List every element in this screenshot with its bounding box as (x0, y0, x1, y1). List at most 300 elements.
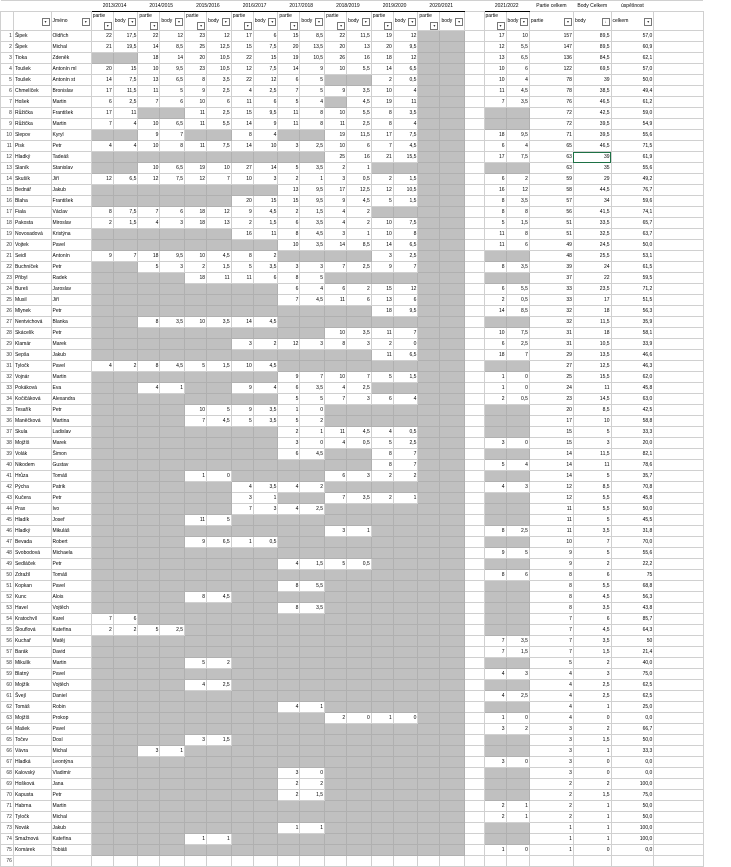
body-celkem-cell[interactable]: 11,5 (573, 317, 611, 328)
body-cell[interactable] (440, 185, 465, 196)
body-celkem-cell[interactable]: 41,5 (573, 207, 611, 218)
partie-cell[interactable] (278, 306, 300, 317)
body-cell[interactable] (440, 449, 465, 460)
surname-cell[interactable]: Přibyl (13, 273, 51, 284)
partie-cell[interactable] (138, 471, 160, 482)
body-cell[interactable]: 3 (253, 504, 278, 515)
partie-celkem-cell[interactable]: 4 (529, 669, 573, 680)
filter-dropdown-icon[interactable]: ▾ (362, 18, 370, 26)
body-cell[interactable]: 1,5 (113, 218, 138, 229)
partie-cell[interactable] (231, 592, 253, 603)
body-cell[interactable]: 0 (506, 757, 529, 768)
body-cell[interactable] (253, 779, 278, 790)
partie-celkem-cell[interactable]: 48 (529, 251, 573, 262)
partie-cell[interactable] (91, 592, 113, 603)
body-cell[interactable] (440, 614, 465, 625)
body-cell[interactable]: 1 (207, 834, 232, 845)
body-cell[interactable] (253, 592, 278, 603)
partie-cell[interactable] (278, 152, 300, 163)
empty-cell[interactable] (654, 163, 703, 174)
uspesnost-cell[interactable]: 60,9 (611, 42, 654, 53)
body-cell[interactable] (393, 856, 418, 867)
partie-cell[interactable]: 11 (371, 350, 393, 361)
body-cell[interactable]: 13 (347, 42, 372, 53)
partie-celkem-cell[interactable]: 72 (529, 119, 573, 130)
partie-cell[interactable] (278, 515, 300, 526)
partie-cell[interactable]: 14 (325, 240, 347, 251)
partie-celkem-cell[interactable]: 63 (529, 163, 573, 174)
body-cell[interactable] (300, 317, 325, 328)
empty-cell[interactable] (654, 625, 703, 636)
partie-cell[interactable] (278, 812, 300, 823)
partie-cell[interactable]: 2 (185, 262, 207, 273)
body-cell[interactable] (207, 724, 232, 735)
body-cell[interactable] (506, 603, 529, 614)
empty-cell[interactable] (654, 383, 703, 394)
body-cell[interactable] (347, 702, 372, 713)
body-cell[interactable]: 3 (347, 471, 372, 482)
body-cell[interactable] (113, 801, 138, 812)
name-cell[interactable]: Michal (51, 42, 91, 53)
surname-cell[interactable]: Slepov (13, 130, 51, 141)
body-cell[interactable]: 3 (300, 339, 325, 350)
partie-cell[interactable] (418, 119, 440, 130)
sort-filter-icon[interactable]: ↓ (602, 18, 610, 26)
body-celkem-cell[interactable]: 2 (573, 779, 611, 790)
body-cell[interactable] (440, 801, 465, 812)
surname-cell[interactable]: Bevada (13, 537, 51, 548)
name-cell[interactable]: Alexandra (51, 394, 91, 405)
row-number[interactable]: 71 (1, 801, 14, 812)
body-cell[interactable] (253, 614, 278, 625)
empty-cell[interactable] (654, 801, 703, 812)
body-cell[interactable]: 10,5 (300, 53, 325, 64)
partie-cell[interactable]: 11 (325, 119, 347, 130)
body-cell[interactable]: 4 (393, 86, 418, 97)
empty-cell[interactable] (654, 515, 703, 526)
partie-cell[interactable] (91, 559, 113, 570)
partie-cell[interactable] (278, 691, 300, 702)
body-celkem-cell[interactable]: 4,5 (573, 592, 611, 603)
partie-cell[interactable] (484, 108, 506, 119)
body-cell[interactable]: 3,5 (347, 493, 372, 504)
partie-cell[interactable] (278, 614, 300, 625)
surname-cell[interactable]: Havel (13, 603, 51, 614)
body-cell[interactable]: 4,5 (207, 251, 232, 262)
partie-cell[interactable] (418, 603, 440, 614)
body-cell[interactable] (300, 724, 325, 735)
selected-cell[interactable]: 39 (573, 152, 611, 163)
surname-cell[interactable]: Maněčková (13, 416, 51, 427)
partie-cell[interactable]: 4 (91, 361, 113, 372)
body-cell[interactable]: 9,5 (506, 130, 529, 141)
body-cell[interactable] (300, 460, 325, 471)
body-cell[interactable] (160, 372, 185, 383)
name-cell[interactable]: Mikuláš (51, 526, 91, 537)
partie-celkem-cell[interactable]: 57 (529, 196, 573, 207)
partie-cell[interactable] (231, 185, 253, 196)
body-cell[interactable]: 0 (506, 438, 529, 449)
surname-cell[interactable]: Nikodem (13, 460, 51, 471)
body-cell[interactable]: 7,5 (506, 152, 529, 163)
body-cell[interactable] (113, 262, 138, 273)
partie-cell[interactable] (418, 680, 440, 691)
partie-cell[interactable]: 10 (231, 361, 253, 372)
body-cell[interactable] (160, 856, 185, 867)
empty-cell[interactable] (654, 471, 703, 482)
body-cell[interactable]: 8,5 (347, 240, 372, 251)
body-cell[interactable] (113, 416, 138, 427)
body-cell[interactable] (253, 702, 278, 713)
partie-cell[interactable]: 19 (371, 31, 393, 42)
body-cell[interactable] (253, 768, 278, 779)
partie-cell[interactable]: 4 (278, 504, 300, 515)
body-cell[interactable] (113, 240, 138, 251)
uspesnost-cell[interactable]: 50,0 (611, 240, 654, 251)
partie-cell[interactable]: 2 (231, 218, 253, 229)
body-cell[interactable]: 8 (393, 229, 418, 240)
body-cell[interactable] (440, 702, 465, 713)
partie-cell[interactable] (325, 834, 347, 845)
body-cell[interactable] (440, 592, 465, 603)
body-cell[interactable] (113, 746, 138, 757)
partie-cell[interactable] (231, 779, 253, 790)
body-cell[interactable]: 0 (300, 405, 325, 416)
body-cell[interactable] (253, 372, 278, 383)
partie-header[interactable] (138, 12, 160, 31)
body-celkem-cell[interactable]: 24 (573, 262, 611, 273)
partie-cell[interactable]: 10 (325, 108, 347, 119)
body-cell[interactable] (300, 647, 325, 658)
empty-cell[interactable] (654, 570, 703, 581)
body-cell[interactable] (440, 130, 465, 141)
body-cell[interactable]: 1 (347, 163, 372, 174)
empty-cell[interactable] (654, 350, 703, 361)
body-cell[interactable]: 6 (113, 614, 138, 625)
body-cell[interactable] (440, 735, 465, 746)
partie-cell[interactable] (91, 702, 113, 713)
uspesnost-cell[interactable]: 55,6 (611, 130, 654, 141)
body-cell[interactable] (207, 383, 232, 394)
body-header[interactable] (207, 12, 232, 31)
name-cell[interactable]: Tadeáš (51, 152, 91, 163)
partie-cell[interactable] (371, 273, 393, 284)
partie-cell[interactable] (231, 515, 253, 526)
uspesnost-cell[interactable]: 45,8 (611, 493, 654, 504)
body-cell[interactable]: 11,5 (113, 86, 138, 97)
partie-cell[interactable]: 8 (371, 108, 393, 119)
partie-cell[interactable]: 11 (325, 427, 347, 438)
body-cell[interactable]: 3,5 (393, 108, 418, 119)
partie-cell[interactable]: 18 (484, 350, 506, 361)
body-cell[interactable] (160, 284, 185, 295)
filter-dropdown-icon[interactable]: ▾ (408, 18, 416, 26)
partie-cell[interactable] (484, 405, 506, 416)
empty-cell[interactable] (654, 790, 703, 801)
partie-cell[interactable] (418, 295, 440, 306)
empty-cell[interactable] (654, 493, 703, 504)
surname-cell[interactable]: Komárek (13, 845, 51, 856)
body-cell[interactable] (207, 548, 232, 559)
partie-cell[interactable] (418, 548, 440, 559)
partie-cell[interactable] (418, 427, 440, 438)
body-celkem-cell[interactable]: 1 (573, 834, 611, 845)
partie-cell[interactable]: 10 (325, 141, 347, 152)
partie-cell[interactable] (418, 174, 440, 185)
partie-celkem-cell[interactable]: 4 (529, 680, 573, 691)
partie-cell[interactable]: 18 (484, 130, 506, 141)
body-cell[interactable]: 15 (253, 196, 278, 207)
body-cell[interactable]: 12 (506, 185, 529, 196)
partie-cell[interactable] (278, 251, 300, 262)
body-cell[interactable]: 10 (506, 31, 529, 42)
partie-cell[interactable]: 10 (371, 86, 393, 97)
body-cell[interactable] (113, 515, 138, 526)
empty-cell[interactable] (654, 713, 703, 724)
partie-cell[interactable] (484, 515, 506, 526)
partie-cell[interactable] (325, 636, 347, 647)
body-cell[interactable]: 9,5 (300, 196, 325, 207)
body-cell[interactable] (113, 460, 138, 471)
empty-cell[interactable] (654, 647, 703, 658)
body-cell[interactable]: 3,5 (207, 75, 232, 86)
row-number[interactable]: 74 (1, 834, 14, 845)
partie-cell[interactable]: 4 (325, 218, 347, 229)
body-cell[interactable] (393, 746, 418, 757)
empty-cell[interactable] (654, 405, 703, 416)
body-cell[interactable]: 3,5 (300, 218, 325, 229)
body-cell[interactable]: 9,5 (393, 306, 418, 317)
uspesnost-cell[interactable]: 56,3 (611, 306, 654, 317)
partie-cell[interactable] (418, 64, 440, 75)
surname-cell[interactable]: Hošková (13, 779, 51, 790)
row-number[interactable]: 16 (1, 196, 14, 207)
partie-celkem-cell[interactable]: 39 (529, 262, 573, 273)
body-cell[interactable]: 4 (393, 394, 418, 405)
body-cell[interactable]: 3 (253, 174, 278, 185)
body-cell[interactable]: 1 (300, 823, 325, 834)
name-cell[interactable]: Michal (51, 746, 91, 757)
body-cell[interactable] (113, 482, 138, 493)
partie-cell[interactable] (371, 779, 393, 790)
row-number[interactable]: 61 (1, 691, 14, 702)
body-cell[interactable] (207, 669, 232, 680)
body-cell[interactable] (160, 493, 185, 504)
body-cell[interactable] (506, 163, 529, 174)
surname-cell[interactable]: Růžička (13, 119, 51, 130)
row-number[interactable]: 32 (1, 372, 14, 383)
empty-cell[interactable] (654, 229, 703, 240)
surname-cell[interactable]: Novosadová (13, 229, 51, 240)
partie-cell[interactable] (138, 614, 160, 625)
surname-cell[interactable]: Blaha (13, 196, 51, 207)
partie-celkem-cell[interactable]: 63 (529, 152, 573, 163)
body-cell[interactable] (393, 482, 418, 493)
body-cell[interactable] (300, 130, 325, 141)
uspesnost-cell[interactable]: 75,0 (611, 790, 654, 801)
surname-cell[interactable]: Toušek (13, 75, 51, 86)
partie-celkem-cell[interactable]: 8 (529, 570, 573, 581)
row-number[interactable]: 65 (1, 735, 14, 746)
name-cell[interactable]: Pavel (51, 724, 91, 735)
partie-cell[interactable]: 19 (278, 53, 300, 64)
body-cell[interactable]: 6 (347, 295, 372, 306)
body-cell[interactable] (300, 757, 325, 768)
partie-cell[interactable] (418, 218, 440, 229)
partie-cell[interactable]: 15 (371, 284, 393, 295)
partie-cell[interactable]: 1 (185, 471, 207, 482)
partie-cell[interactable] (278, 746, 300, 757)
body-cell[interactable]: 11 (113, 108, 138, 119)
body-cell[interactable] (207, 526, 232, 537)
partie-cell[interactable] (484, 163, 506, 174)
body-cell[interactable] (440, 460, 465, 471)
body-cell[interactable]: 7,5 (253, 64, 278, 75)
partie-cell[interactable]: 10 (138, 141, 160, 152)
body-cell[interactable] (253, 427, 278, 438)
partie-cell[interactable] (138, 702, 160, 713)
body-cell[interactable] (207, 372, 232, 383)
partie-cell[interactable] (418, 614, 440, 625)
surname-cell[interactable]: Švejl (13, 691, 51, 702)
body-cell[interactable] (160, 306, 185, 317)
body-cell[interactable] (440, 273, 465, 284)
body-cell[interactable] (347, 460, 372, 471)
partie-cell[interactable]: 2 (278, 427, 300, 438)
partie-cell[interactable] (138, 636, 160, 647)
partie-cell[interactable] (91, 438, 113, 449)
partie-cell[interactable]: 1 (278, 823, 300, 834)
row-number[interactable]: 75 (1, 845, 14, 856)
row-number[interactable]: 26 (1, 306, 14, 317)
uspesnost-cell[interactable]: 71,2 (611, 284, 654, 295)
body-cell[interactable] (393, 680, 418, 691)
body-cell[interactable] (113, 438, 138, 449)
body-cell[interactable]: 2 (506, 174, 529, 185)
partie-cell[interactable] (325, 405, 347, 416)
empty-cell[interactable] (654, 372, 703, 383)
body-cell[interactable] (300, 735, 325, 746)
uspesnost-cell[interactable]: 49,2 (611, 174, 654, 185)
body-cell[interactable] (347, 746, 372, 757)
empty-cell[interactable] (654, 845, 703, 856)
partie-cell[interactable]: 14 (278, 64, 300, 75)
body-cell[interactable]: 2,5 (207, 86, 232, 97)
row-number[interactable]: 52 (1, 592, 14, 603)
body-cell[interactable] (440, 647, 465, 658)
empty-cell[interactable] (654, 174, 703, 185)
empty-cell[interactable] (654, 603, 703, 614)
partie-cell[interactable]: 7 (484, 647, 506, 658)
partie-cell[interactable] (325, 97, 347, 108)
body-celkem-cell[interactable]: 1 (573, 812, 611, 823)
empty-cell[interactable] (654, 97, 703, 108)
partie-cell[interactable] (138, 603, 160, 614)
filter-dropdown-icon[interactable]: ▾ (564, 18, 572, 26)
name-cell[interactable]: Prokop (51, 713, 91, 724)
body-cell[interactable]: 10,5 (207, 53, 232, 64)
partie-cell[interactable]: 14 (371, 64, 393, 75)
name-cell[interactable]: Tomáš (51, 471, 91, 482)
partie-cell[interactable]: 2 (91, 625, 113, 636)
body-cell[interactable] (347, 691, 372, 702)
partie-cell[interactable]: 8 (484, 207, 506, 218)
partie-cell[interactable] (484, 251, 506, 262)
partie-cell[interactable]: 23 (185, 31, 207, 42)
partie-cell[interactable] (418, 196, 440, 207)
row-number[interactable]: 19 (1, 229, 14, 240)
surname-cell[interactable]: Blatný (13, 669, 51, 680)
partie-cell[interactable]: 7 (325, 493, 347, 504)
partie-cell[interactable]: 10 (325, 64, 347, 75)
partie-cell[interactable] (138, 559, 160, 570)
partie-cell[interactable] (484, 537, 506, 548)
partie-cell[interactable]: 9 (278, 372, 300, 383)
body-celkem-cell[interactable]: 18 (573, 306, 611, 317)
body-cell[interactable] (347, 823, 372, 834)
body-cell[interactable] (506, 559, 529, 570)
partie-cell[interactable]: 7 (278, 295, 300, 306)
uspesnost-cell[interactable]: 58,1 (611, 328, 654, 339)
partie-cell[interactable] (231, 834, 253, 845)
body-cell[interactable] (300, 801, 325, 812)
empty-cell[interactable] (654, 75, 703, 86)
row-number[interactable]: 42 (1, 482, 14, 493)
partie-cell[interactable] (138, 790, 160, 801)
partie-cell[interactable]: 14 (91, 75, 113, 86)
uspesnost-cell[interactable]: 49,4 (611, 86, 654, 97)
empty-cell[interactable] (654, 658, 703, 669)
body-cell[interactable]: 0 (393, 713, 418, 724)
body-celkem-cell[interactable]: 3 (573, 438, 611, 449)
partie-cell[interactable] (418, 735, 440, 746)
empty-cell[interactable] (654, 185, 703, 196)
partie-cell[interactable] (185, 625, 207, 636)
body-cell[interactable]: 7,5 (113, 207, 138, 218)
partie-cell[interactable] (371, 746, 393, 757)
partie-cell[interactable] (371, 812, 393, 823)
body-cell[interactable] (160, 185, 185, 196)
partie-cell[interactable]: 8 (371, 119, 393, 130)
body-cell[interactable] (440, 515, 465, 526)
partie-celkem-cell[interactable]: 49 (529, 240, 573, 251)
row-number[interactable]: 2 (1, 42, 14, 53)
body-cell[interactable] (300, 856, 325, 867)
body-cell[interactable]: 3,5 (506, 97, 529, 108)
partie-cell[interactable] (91, 647, 113, 658)
row-number[interactable]: 44 (1, 504, 14, 515)
body-cell[interactable]: 1 (253, 493, 278, 504)
body-cell[interactable] (347, 614, 372, 625)
body-cell[interactable]: 15 (253, 53, 278, 64)
partie-cell[interactable]: 25 (325, 152, 347, 163)
body-cell[interactable] (253, 724, 278, 735)
body-cell[interactable] (506, 614, 529, 625)
partie-cell[interactable] (418, 702, 440, 713)
partie-cell[interactable] (371, 592, 393, 603)
surname-cell[interactable]: Smažnová (13, 834, 51, 845)
partie-cell[interactable]: 2 (91, 218, 113, 229)
partie-cell[interactable] (418, 350, 440, 361)
partie-cell[interactable] (185, 328, 207, 339)
name-cell[interactable]: Jakub (51, 823, 91, 834)
body-cell[interactable] (347, 592, 372, 603)
body-celkem-cell[interactable]: 5 (573, 427, 611, 438)
row-number[interactable]: 57 (1, 647, 14, 658)
body-cell[interactable]: 2,5 (300, 141, 325, 152)
partie-cell[interactable]: 5 (325, 559, 347, 570)
row-number[interactable]: 5 (1, 75, 14, 86)
